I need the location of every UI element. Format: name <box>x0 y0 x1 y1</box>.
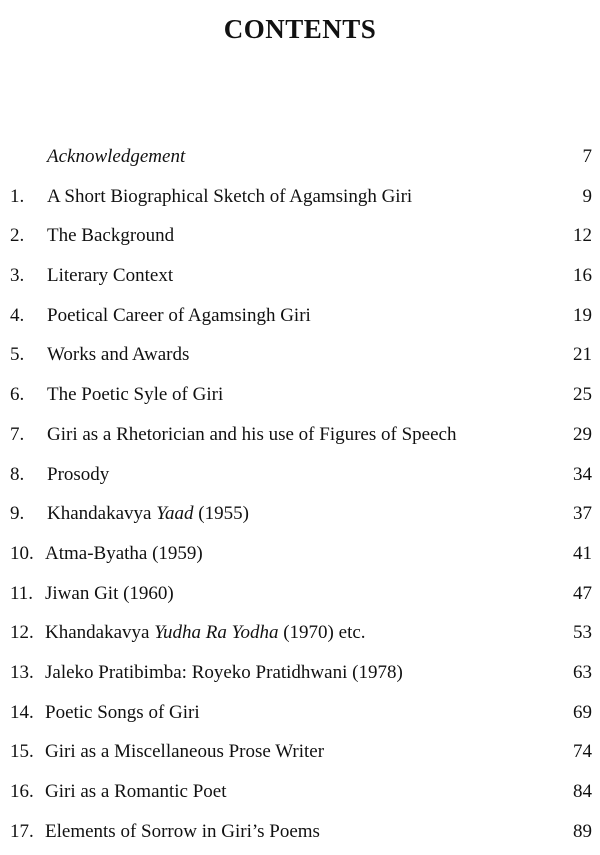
page-number: 53 <box>573 622 592 644</box>
chapter-title: Giri as a Romantic Poet <box>45 781 227 802</box>
chapter-title: Elements of Sorrow in Giri’s Poems <box>45 820 320 842</box>
toc-entry[interactable] <box>0 694 600 734</box>
chapter-number: 16. <box>10 781 34 802</box>
chapter-number: 5. <box>10 344 25 366</box>
page-number: 29 <box>573 423 592 445</box>
page-number: 19 <box>573 304 592 326</box>
toc-entry[interactable] <box>0 614 600 654</box>
chapter-title-suffix: (1955) <box>193 503 249 525</box>
page-number: 9 <box>582 185 592 207</box>
chapter-number: 10. <box>10 542 34 564</box>
chapter-number: 13. <box>10 661 34 683</box>
page-number: 25 <box>573 384 592 406</box>
table-of-contents <box>0 138 600 852</box>
chapter-number: 15. <box>10 741 34 763</box>
chapter-title: Poetical Career of Agamsingh Giri <box>47 304 311 326</box>
chapter-title: Atma-Byatha (1959) <box>45 542 203 564</box>
chapter-title: Prosody <box>47 463 110 485</box>
page-number: 41 <box>573 542 592 564</box>
chapter-title: Acknowledgement <box>47 146 186 167</box>
toc-entry[interactable] <box>0 535 600 575</box>
page-number: 7 <box>582 146 592 167</box>
chapter-number: 2. <box>10 225 25 247</box>
chapter-number: 11. <box>10 582 34 604</box>
toc-entry[interactable] <box>0 416 600 456</box>
page-number: 74 <box>573 741 592 763</box>
toc-entry[interactable] <box>0 813 600 853</box>
toc-entry[interactable] <box>0 138 600 178</box>
toc-entry[interactable] <box>0 654 600 694</box>
chapter-title: Poetic Songs of Giri <box>45 701 200 723</box>
chapter-title <box>47 503 249 525</box>
page-number: 89 <box>573 820 592 842</box>
page-number: 47 <box>573 582 592 604</box>
page-number: 16 <box>573 265 592 287</box>
toc-entry[interactable] <box>0 575 600 615</box>
toc-entry[interactable] <box>0 178 600 218</box>
chapter-title: A Short Biographical Sketch of Agamsingh Giri <box>47 185 413 207</box>
toc-entry[interactable] <box>0 297 600 337</box>
chapter-title: Literary Context <box>47 265 174 287</box>
chapter-title-prefix: Khandakavya <box>45 622 155 644</box>
chapter-title <box>45 622 366 644</box>
toc-entry[interactable] <box>0 773 600 813</box>
page-number: 69 <box>573 701 592 723</box>
chapter-number: 8. <box>10 463 25 485</box>
toc-entry[interactable] <box>0 336 600 376</box>
chapter-title-work: Yudha Ra Yodha <box>154 622 279 644</box>
chapter-title: Giri as a Rhetorician and his use of Figures of Speech <box>47 423 457 445</box>
toc-entry[interactable] <box>0 217 600 257</box>
chapter-title: The Background <box>47 225 175 247</box>
toc-entry[interactable] <box>0 733 600 773</box>
chapter-title: The Poetic Syle of Giri <box>47 384 224 406</box>
page-number: 37 <box>573 503 592 525</box>
chapter-number: 9. <box>10 503 25 525</box>
chapter-number: 3. <box>10 265 25 287</box>
page-number: 34 <box>573 463 592 485</box>
toc-entry[interactable] <box>0 495 600 535</box>
toc-entry[interactable] <box>0 257 600 297</box>
page-number: 21 <box>573 344 592 366</box>
chapter-title: Works and Awards <box>47 344 190 366</box>
toc-entry[interactable] <box>0 376 600 416</box>
chapter-number: 6. <box>10 384 25 406</box>
chapter-title: Jaleko Pratibimba: Royeko Pratidhwani (1978) <box>45 661 403 683</box>
chapter-number: 17. <box>10 820 34 842</box>
chapter-title-prefix: Khandakavya <box>47 503 157 525</box>
page-title: CONTENTS <box>223 14 377 44</box>
chapter-title: Jiwan Git (1960) <box>45 582 174 604</box>
chapter-number: 1. <box>10 185 25 207</box>
chapter-number: 4. <box>10 304 25 326</box>
chapter-number: 12. <box>10 622 34 644</box>
toc-entry[interactable] <box>0 456 600 496</box>
page-number: 84 <box>573 781 592 802</box>
page-number: 63 <box>573 661 592 683</box>
chapter-title: Giri as a Miscellaneous Prose Writer <box>45 741 325 763</box>
chapter-number: 14. <box>10 701 34 723</box>
chapter-title-work: Yaad <box>156 503 194 525</box>
chapter-number: 7. <box>10 423 25 445</box>
page-number: 12 <box>573 225 592 247</box>
chapter-title-suffix: (1970) etc. <box>278 622 366 644</box>
